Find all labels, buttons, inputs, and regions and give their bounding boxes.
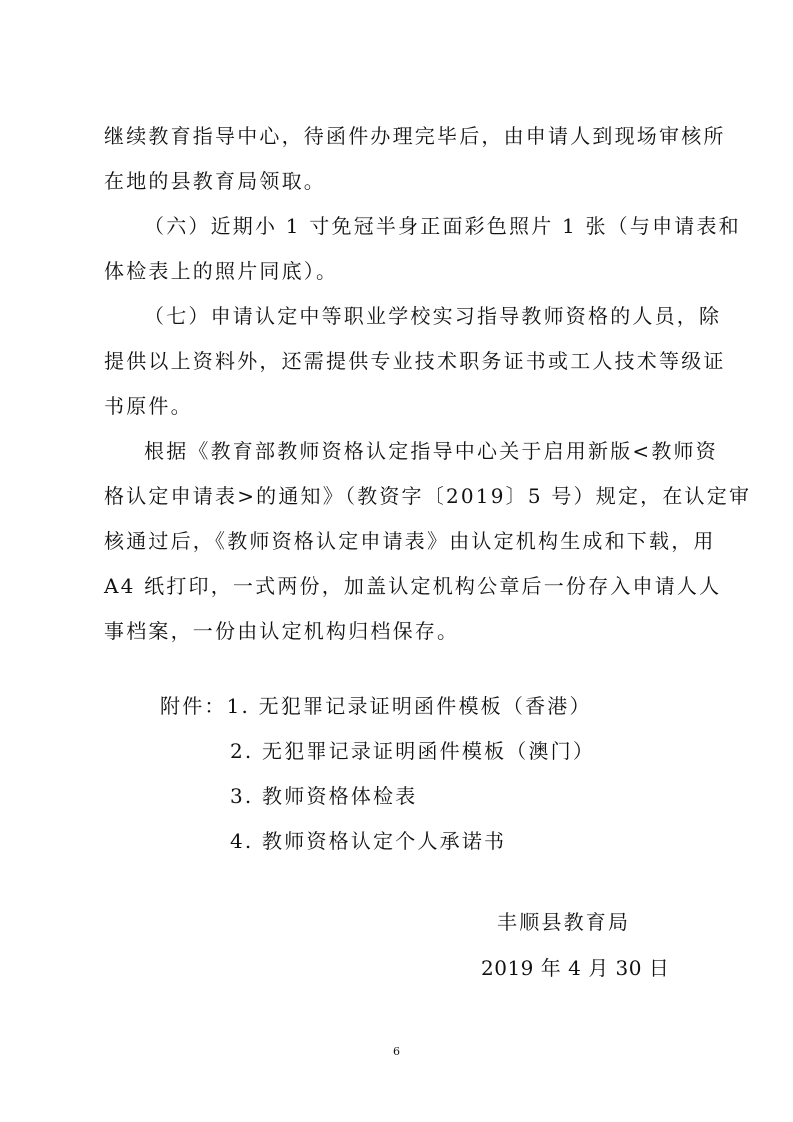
body-line-8: 根据《教育部教师资格认定指导中心关于启用新版<教师资 xyxy=(144,439,718,463)
body-line-7: 书原件。 xyxy=(104,394,193,418)
body-line-11: A4 纸打印，一式两份，加盖认定机构公章后一份存入申请人人 xyxy=(104,574,722,598)
attachments-heading: 附件：1. 无犯罪记录证明函件模板（香港） xyxy=(160,694,592,718)
body-line-2: 在地的县教育局领取。 xyxy=(104,169,326,193)
body-line-12: 事档案，一份由认定机构归档保存。 xyxy=(104,619,460,643)
attachment-item-3: 3. 教师资格体检表 xyxy=(230,784,418,808)
attachment-item-2: 2. 无犯罪记录证明函件模板（澳门） xyxy=(230,739,596,763)
page-number: 6 xyxy=(393,1045,400,1058)
body-line-4: 体检表上的照片同底）。 xyxy=(104,259,339,283)
body-line-3: （六）近期小 1 寸免冠半身正面彩色照片 1 张（与申请表和 xyxy=(144,214,741,238)
body-line-10: 核通过后，《教师资格认定申请表》由认定机构生成和下载，用 xyxy=(104,529,716,553)
body-line-5: （七）申请认定中等职业学校实习指导教师资格的人员，除 xyxy=(144,304,722,328)
body-line-1: 继续教育指导中心，待函件办理完毕后，由申请人到现场审核所 xyxy=(104,124,726,148)
body-line-6: 提供以上资料外，还需提供专业技术职务证书或工人技术等级证 xyxy=(104,349,726,373)
signature-organization: 丰顺县教育局 xyxy=(497,910,631,934)
attachment-item-4: 4. 教师资格认定个人承诺书 xyxy=(230,829,507,853)
body-line-9: 格认定申请表>的通知》（教资字〔2019〕5 号）规定，在认定审 xyxy=(104,484,752,508)
signature-date: 2019 年 4 月 30 日 xyxy=(481,956,670,980)
